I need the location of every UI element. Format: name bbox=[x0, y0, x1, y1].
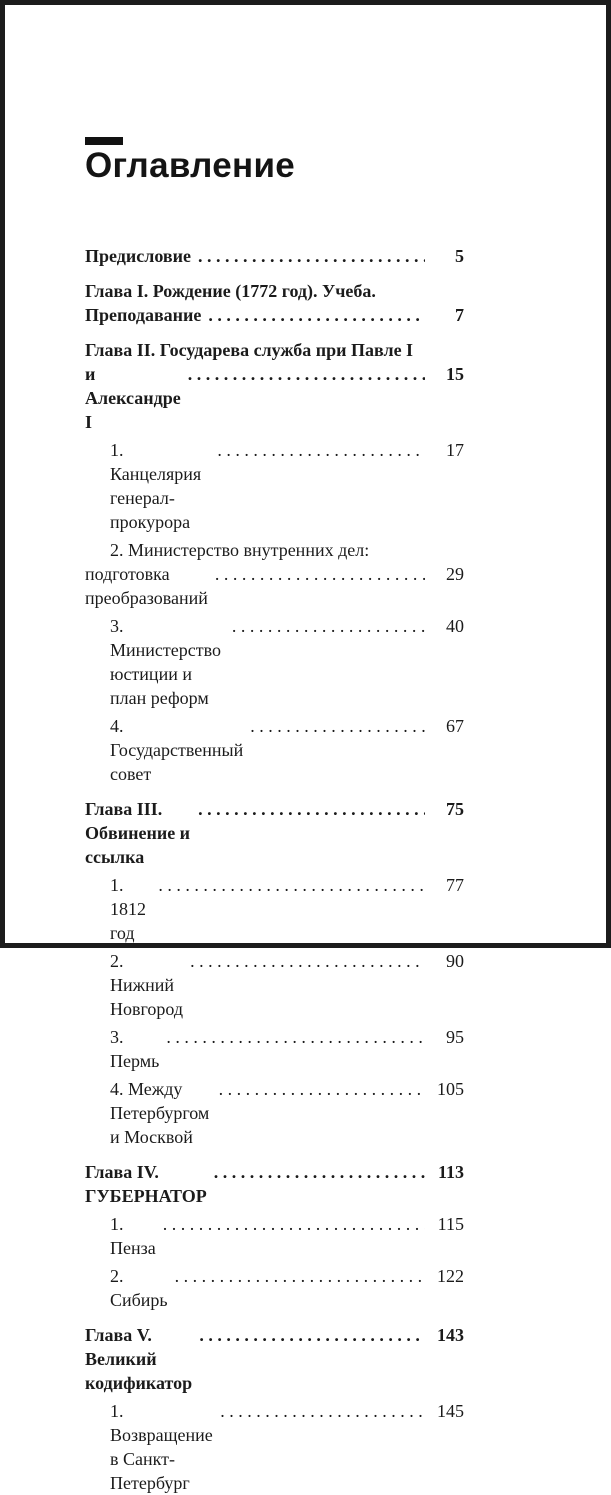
dot-leader bbox=[175, 1264, 425, 1288]
toc-entry-text: 2. Нижний Новгород bbox=[110, 950, 184, 1019]
dot-leader bbox=[232, 614, 425, 638]
page-number: 15 bbox=[446, 363, 464, 384]
toc-entry-line bbox=[85, 797, 464, 869]
toc-entry-line: Глава I. Рождение (1772 год). Учеба. bbox=[85, 280, 376, 301]
toc-entry-line bbox=[85, 303, 464, 327]
toc-entry-text: 4. Государственный совет bbox=[110, 715, 244, 784]
dot-leader bbox=[158, 873, 425, 897]
page-number: 5 bbox=[455, 245, 464, 266]
dot-leader bbox=[219, 1077, 425, 1101]
toc-entry-line bbox=[85, 1160, 464, 1208]
dot-leader bbox=[198, 244, 425, 268]
page-number: 40 bbox=[446, 615, 464, 636]
page-number: 115 bbox=[437, 1213, 464, 1234]
toc-entry bbox=[85, 1264, 464, 1312]
toc-entry-line: Глава II. Государева служба при Павле I bbox=[85, 339, 414, 360]
toc-entry bbox=[85, 338, 464, 434]
toc-entry bbox=[85, 873, 464, 945]
title-accent-bar bbox=[85, 137, 123, 145]
table-of-contents bbox=[85, 244, 464, 1495]
page-number: 17 bbox=[446, 439, 464, 460]
toc-entry-line bbox=[85, 438, 464, 534]
toc-entry bbox=[85, 949, 464, 1021]
dot-leader bbox=[190, 949, 425, 973]
toc-entry-line bbox=[85, 562, 464, 610]
toc-entry bbox=[85, 244, 464, 268]
toc-entry bbox=[85, 1323, 464, 1395]
toc-entry-line bbox=[85, 1399, 464, 1495]
dot-leader bbox=[220, 1399, 425, 1423]
toc-entry-text: Предисловие bbox=[85, 245, 191, 266]
toc-entry-line bbox=[85, 362, 464, 434]
page-content bbox=[5, 5, 606, 1493]
toc-entry-line bbox=[85, 1264, 464, 1312]
toc-entry-line bbox=[85, 873, 464, 945]
dot-leader bbox=[250, 714, 425, 738]
toc-entry bbox=[85, 1077, 464, 1149]
toc-entry-text: 4. Между Петербургом и Москвой bbox=[110, 1078, 210, 1147]
toc-entry-text: 3. Министерство юстиции и план реформ bbox=[110, 615, 221, 708]
toc-entry-text: Глава III. Обвинение и ссылка bbox=[85, 798, 191, 867]
page-number: 90 bbox=[446, 950, 464, 971]
page-number: 113 bbox=[437, 1161, 464, 1182]
toc-entry-line bbox=[85, 714, 464, 786]
dot-leader bbox=[166, 1025, 425, 1049]
toc-entry-line bbox=[85, 244, 464, 268]
toc-entry bbox=[85, 714, 464, 786]
toc-entry-text: и Александре I bbox=[85, 363, 181, 432]
toc-entry bbox=[85, 614, 464, 710]
toc-entry bbox=[85, 1212, 464, 1260]
toc-entry-text: 3. Пермь bbox=[110, 1026, 160, 1071]
toc-entry bbox=[85, 1025, 464, 1073]
toc-entry-line bbox=[85, 1323, 464, 1395]
toc-entry-line bbox=[85, 1212, 464, 1260]
page-number: 67 bbox=[446, 715, 464, 736]
dot-leader bbox=[163, 1212, 425, 1236]
toc-entry-text: 1. Пенза bbox=[110, 1213, 156, 1258]
page-number: 105 bbox=[437, 1078, 464, 1099]
dot-leader bbox=[198, 797, 425, 821]
toc-entry-text: 1. Возвращение в Санкт-Петербург bbox=[110, 1400, 213, 1493]
page-number: 145 bbox=[437, 1400, 464, 1421]
dot-leader bbox=[215, 562, 425, 586]
dot-leader bbox=[188, 362, 425, 386]
page-number: 143 bbox=[437, 1324, 464, 1345]
toc-entry-text: Глава V. Великий кодификатор bbox=[85, 1324, 193, 1393]
toc-entry-text: 1. 1812 год bbox=[110, 874, 146, 943]
dot-leader bbox=[217, 438, 425, 462]
toc-entry bbox=[85, 438, 464, 534]
toc-entry bbox=[85, 797, 464, 869]
page-number: 29 bbox=[446, 563, 464, 584]
toc-entry-line bbox=[85, 614, 464, 710]
toc-entry bbox=[85, 279, 464, 327]
toc-entry-line: 2. Министерство внутренних дел: bbox=[110, 539, 370, 560]
toc-entry bbox=[85, 1399, 464, 1495]
toc-entry-line bbox=[85, 949, 464, 1021]
page-number: 75 bbox=[446, 798, 464, 819]
toc-entry-line bbox=[85, 1077, 464, 1149]
toc-entry-text: Преподавание bbox=[85, 304, 202, 325]
toc-entry-text: 2. Сибирь bbox=[110, 1265, 168, 1310]
page-number: 7 bbox=[455, 304, 464, 325]
page-number: 95 bbox=[446, 1026, 464, 1047]
toc-entry-text: подготовка преобразований bbox=[85, 563, 208, 608]
toc-entry bbox=[85, 1160, 464, 1208]
page-number: 122 bbox=[437, 1265, 464, 1286]
toc-entry-text: 1. Канцелярия генерал-прокурора bbox=[110, 439, 202, 532]
page-number: 77 bbox=[446, 874, 464, 895]
page-title: Оглавление bbox=[85, 146, 296, 185]
toc-entry-line bbox=[85, 1025, 464, 1073]
dot-leader bbox=[199, 1323, 425, 1347]
toc-entry bbox=[85, 538, 464, 610]
dot-leader bbox=[214, 1160, 425, 1184]
toc-entry-text: Глава IV. ГУБЕРНАТОР bbox=[85, 1161, 207, 1206]
dot-leader bbox=[208, 303, 425, 327]
